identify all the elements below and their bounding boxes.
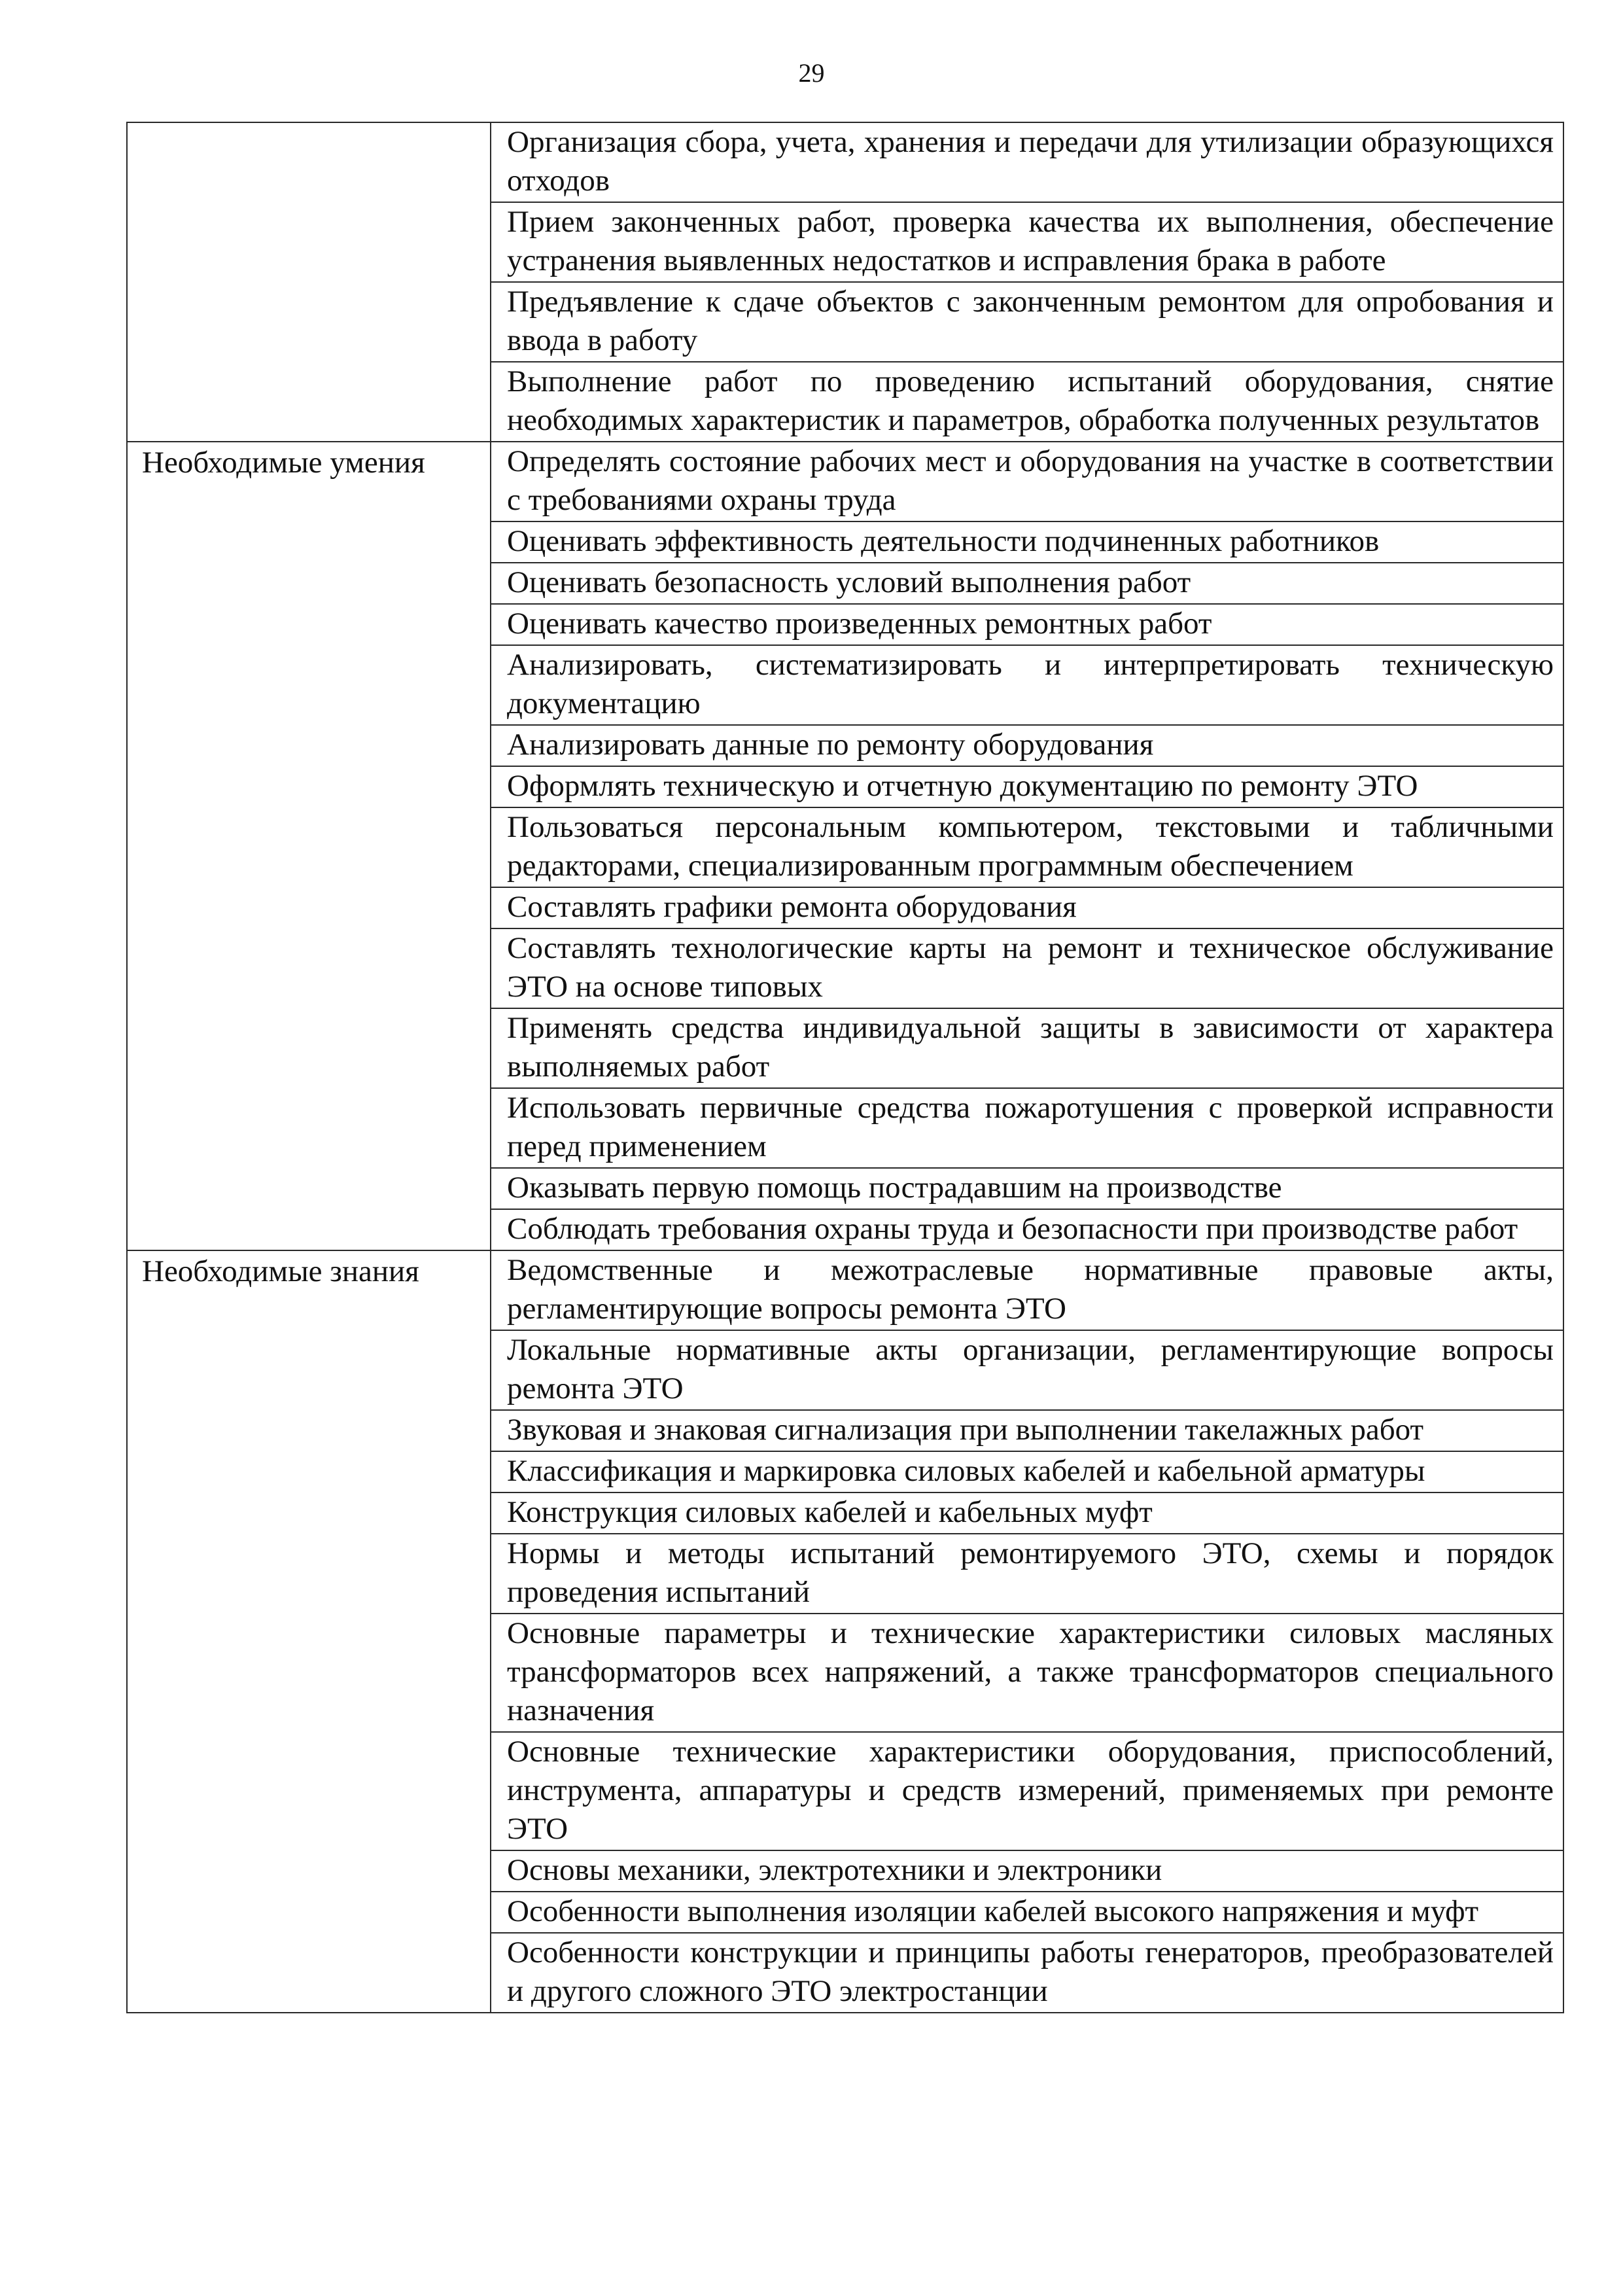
table-cell: Особенности выполнения изоляции кабелей высокого напряжения и муфт (491, 1892, 1563, 1933)
table-cell: Нормы и методы испытаний ремонтируемого ЭТО, схемы и порядок проведения испытаний (491, 1534, 1563, 1614)
table-cell: Использовать первичные средства пожаротушения с проверкой исправности перед применением (491, 1088, 1563, 1168)
table-cell: Конструкция силовых кабелей и кабельных муфт (491, 1492, 1563, 1534)
table-row (127, 442, 1563, 521)
table-cell: Основные параметры и технические характеристики силовых масляных трансформаторов всех напряжений, а также трансформаторов специального назначения (491, 1614, 1563, 1732)
table-cell: Оценивать качество произведенных ремонтных работ (491, 604, 1563, 645)
requirements-table (126, 122, 1564, 2013)
table-cell: Выполнение работ по проведению испытаний оборудования, снятие необходимых характеристик и параметров, обработка полученных результатов (491, 362, 1563, 442)
table-cell: Соблюдать требования охраны труда и безопасности при производстве работ (491, 1209, 1563, 1250)
table-cell: Оценивать безопасность условий выполнения работ (491, 563, 1563, 604)
table-cell: Локальные нормативные акты организации, регламентирующие вопросы ремонта ЭТО (491, 1330, 1563, 1410)
table-cell: Оценивать эффективность деятельности подчиненных работников (491, 521, 1563, 563)
table-cell: Составлять технологические карты на ремонт и техническое обслуживание ЭТО на основе типовых (491, 928, 1563, 1008)
table-cell: Анализировать, систематизировать и интерпретировать техническую документацию (491, 645, 1563, 725)
table-cell: Применять средства индивидуальной защиты в зависимости от характера выполняемых работ (491, 1008, 1563, 1088)
table-cell: Прием законченных работ, проверка качества их выполнения, обеспечение устранения выявленных недостатков и исправления брака в работе (491, 202, 1563, 282)
table-row (127, 1250, 1563, 1330)
table-cell: Основы механики, электротехники и электроники (491, 1850, 1563, 1892)
row-label-skills: Необходимые умения (127, 442, 491, 1250)
table-cell: Оказывать первую помощь пострадавшим на производстве (491, 1168, 1563, 1209)
table-cell: Ведомственные и межотраслевые нормативные правовые акты, регламентирующие вопросы ремонта ЭТО (491, 1250, 1563, 1330)
table-row (127, 122, 1563, 202)
table-cell: Составлять графики ремонта оборудования (491, 887, 1563, 928)
row-label-knowledge: Необходимые знания (127, 1250, 491, 2013)
table-cell: Оформлять техническую и отчетную документацию по ремонту ЭТО (491, 766, 1563, 807)
table-cell: Анализировать данные по ремонту оборудования (491, 725, 1563, 766)
table-cell: Звуковая и знаковая сигнализация при выполнении такелажных работ (491, 1410, 1563, 1451)
table-cell: Классификация и маркировка силовых кабелей и кабельной арматуры (491, 1451, 1563, 1492)
table-cell: Особенности конструкции и принципы работы генераторов, преобразователей и другого сложного ЭТО электростанции (491, 1933, 1563, 2013)
table-cell: Предъявление к сдаче объектов с законченным ремонтом для опробования и ввода в работу (491, 282, 1563, 362)
table-cell: Организация сбора, учета, хранения и передачи для утилизации образующихся отходов (491, 122, 1563, 202)
row-label-cell (127, 122, 491, 442)
table-cell: Определять состояние рабочих мест и оборудования на участке в соответствии с требованиями охраны труда (491, 442, 1563, 521)
table-cell: Пользоваться персональным компьютером, текстовыми и табличными редакторами, специализированным программным обеспечением (491, 807, 1563, 887)
table-cell: Основные технические характеристики оборудования, приспособлений, инструмента, аппаратуры и средств измерений, применяемых при ремонте ЭТО (491, 1732, 1563, 1850)
page-number: 29 (798, 58, 825, 88)
